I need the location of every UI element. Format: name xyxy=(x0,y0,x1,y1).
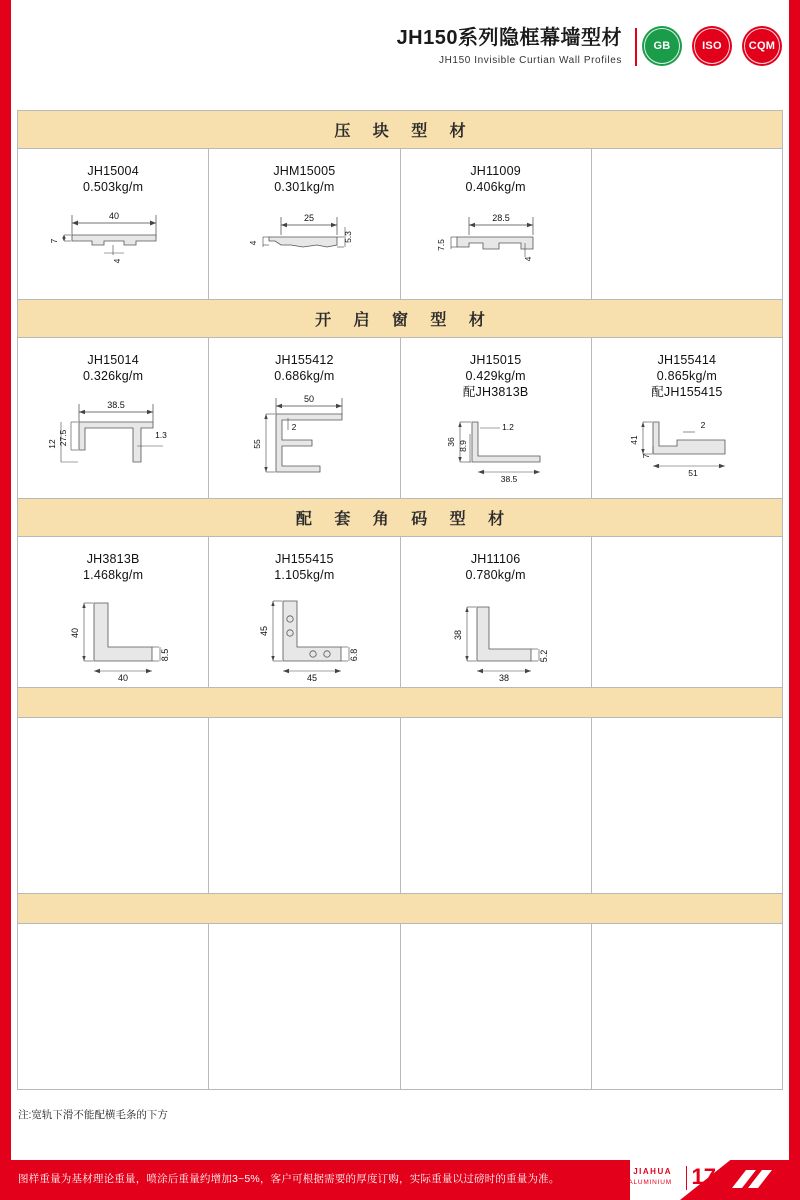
company-logo-icon xyxy=(730,1166,782,1192)
profile-labels xyxy=(209,163,399,195)
logo-text: GB xyxy=(653,40,671,52)
profile-labels xyxy=(209,352,399,384)
profile-cell-blank xyxy=(592,924,782,1089)
profile-code: JH3813B xyxy=(86,552,140,566)
dimension-label: 1.3 xyxy=(155,430,168,440)
profile-cell-blank xyxy=(401,924,592,1089)
right-red-bar xyxy=(789,0,800,1200)
dimension-label: 8.9 xyxy=(457,440,468,452)
logo-text: CQM xyxy=(748,40,776,52)
dimension-label: 38.5 xyxy=(500,474,517,484)
profile-figure-jh155412 xyxy=(209,390,399,482)
profile-cell-blank xyxy=(401,718,592,893)
profile-weight: 0.865kg/m xyxy=(656,369,717,383)
dimension-label: 38 xyxy=(498,673,509,683)
profile-drawing xyxy=(229,589,379,684)
profile-cell-blank xyxy=(592,718,782,893)
dimension-label: 7 xyxy=(49,238,60,244)
profile-drawing xyxy=(607,406,767,486)
dimension-label: 4 xyxy=(522,256,533,262)
profile-code: JH155412 xyxy=(275,353,334,367)
dimension-label: 7 xyxy=(640,453,651,459)
profile-cell-blank xyxy=(18,924,209,1089)
profile-code: JH155415 xyxy=(275,552,334,566)
dimension-label: 55 xyxy=(252,439,263,449)
page-header xyxy=(0,0,800,88)
profile-cell-jh15014[interactable] xyxy=(18,338,209,498)
profile-code: JH15014 xyxy=(87,353,139,367)
profile-cell-jh155412[interactable] xyxy=(209,338,400,498)
profile-weight: 1.468kg/m xyxy=(83,568,144,582)
dimension-label: 2 xyxy=(700,420,706,430)
profile-cell-blank xyxy=(18,718,209,893)
footer-disclaimer: 图样重量为基材理论重量，喷涂后重量约增加3~5%，客户可根据需要的厚度订购，实际重量以过磅时的重量为准。 xyxy=(18,1173,560,1185)
profile-weight: 0.780kg/m xyxy=(465,568,526,582)
profile-cell-empty-1 xyxy=(592,149,782,299)
profile-drawing xyxy=(421,201,571,281)
dimension-label: 5.2 xyxy=(538,649,549,663)
profile-code: JH11106 xyxy=(470,552,521,566)
page-title-cn: JH150系列隐框幕墙型材 xyxy=(396,27,622,49)
dimension-label: 5.3 xyxy=(343,231,354,243)
dimension-label: 2 xyxy=(292,422,297,432)
profile-code: JH15004 xyxy=(87,164,139,178)
profile-code: JHM15005 xyxy=(273,164,336,178)
profile-drawing xyxy=(224,390,384,485)
dimension-label: 38 xyxy=(452,629,463,641)
profile-cell-jh11106[interactable] xyxy=(401,537,592,687)
profile-cell-blank xyxy=(209,718,400,893)
profile-labels xyxy=(401,352,591,400)
gb-certification-logo xyxy=(642,26,682,66)
profile-figure-jh15004 xyxy=(18,201,208,293)
brand-name: JIAHUA xyxy=(633,1167,672,1176)
profile-cell-empty-3 xyxy=(592,537,782,687)
profile-drawing xyxy=(33,390,193,485)
dimension-label: 41 xyxy=(628,435,639,445)
profile-code: JH15015 xyxy=(469,353,522,367)
profile-drawing xyxy=(38,589,188,684)
profile-cell-jh3813b[interactable] xyxy=(18,537,209,687)
profile-cell-jh15015[interactable] xyxy=(401,338,592,498)
page-note: 注:宽轨下滑不能配横毛条的下方 xyxy=(18,1109,168,1121)
profile-code: JH155414 xyxy=(657,353,717,367)
dimension-label: 4 xyxy=(112,258,123,264)
table-row xyxy=(18,338,782,499)
dimension-label: 4 xyxy=(248,240,259,246)
certification-logos xyxy=(642,26,782,66)
table-row xyxy=(18,537,782,688)
profiles-table xyxy=(17,110,783,1090)
dimension-label: 36 xyxy=(445,437,456,447)
profile-extra: 配JH155415 xyxy=(651,385,723,399)
profile-cell-jh155414[interactable] xyxy=(592,338,782,498)
profile-figure-jh11106 xyxy=(401,589,591,681)
iso-certification-logo xyxy=(692,26,732,66)
section-band-1 xyxy=(18,111,782,149)
dimension-label: 50 xyxy=(304,394,315,404)
profile-figure-jh11009 xyxy=(401,201,591,293)
dimension-label: 45 xyxy=(307,673,318,683)
profile-drawing xyxy=(416,406,576,486)
dimension-label: 8.5 xyxy=(160,648,171,662)
profile-cell-jhm15005[interactable] xyxy=(209,149,400,299)
cqm-certification-logo xyxy=(742,26,782,66)
brand-subtitle: ALUMINIUM xyxy=(628,1179,672,1186)
dimension-label: 6.8 xyxy=(349,648,360,662)
page-title-en: JH150 Invisible Curtian Wall Profiles xyxy=(438,55,622,66)
dimension-label: 40 xyxy=(70,627,81,639)
profile-cell-jh15004[interactable] xyxy=(18,149,209,299)
profile-figure-jh155415 xyxy=(209,589,399,681)
dimension-label: 7.5 xyxy=(435,239,446,251)
profile-weight: 0.686kg/m xyxy=(274,369,335,383)
dimension-label: 38.5 xyxy=(107,400,125,410)
profile-drawing xyxy=(38,201,188,281)
profile-figure-jh15015 xyxy=(401,406,591,498)
profile-cell-jh11009[interactable] xyxy=(401,149,592,299)
profile-labels xyxy=(18,551,208,583)
profile-figure-jh155414 xyxy=(592,406,782,498)
profile-labels xyxy=(18,352,208,384)
section-band-5 xyxy=(18,894,782,924)
left-red-bar xyxy=(0,0,11,1200)
section-band-3 xyxy=(18,499,782,537)
footer-divider xyxy=(686,1166,687,1190)
dimension-label: 40 xyxy=(118,673,129,683)
profile-figure-jh15014 xyxy=(18,390,208,482)
profile-weight: 0.326kg/m xyxy=(83,369,144,383)
profile-labels xyxy=(209,551,399,583)
profile-weight: 0.429kg/m xyxy=(465,369,526,383)
profile-weight: 0.406kg/m xyxy=(465,180,526,194)
section-title: 压 块 型 材 xyxy=(334,123,475,140)
dimension-label: 45 xyxy=(259,625,270,637)
section-band-4 xyxy=(18,688,782,718)
profile-cell-jh155415[interactable] xyxy=(209,537,400,687)
dimension-label: 27.5 xyxy=(58,429,69,447)
dimension-label: 40 xyxy=(109,211,120,221)
profile-weight: 0.503kg/m xyxy=(83,180,144,194)
profile-code: JH11009 xyxy=(470,164,521,178)
profile-figure-jhm15005 xyxy=(209,201,399,293)
page-number: 17 xyxy=(691,1164,716,1189)
dimension-label: 1.2 xyxy=(501,422,514,432)
dimension-label: 51 xyxy=(688,468,698,478)
profile-drawing xyxy=(229,201,379,281)
dimension-label: 28.5 xyxy=(491,213,510,223)
section-title: 开 启 窗 型 材 xyxy=(315,312,494,329)
section-band-2 xyxy=(18,300,782,338)
profile-labels xyxy=(401,163,591,195)
table-row xyxy=(18,149,782,300)
section-title: 配 套 角 码 型 材 xyxy=(295,511,514,528)
page-footer xyxy=(0,1148,800,1200)
profile-drawing xyxy=(421,589,571,684)
table-row xyxy=(18,718,782,894)
profile-extra: 配JH3813B xyxy=(462,385,529,399)
table-row xyxy=(18,924,782,1090)
brand-block xyxy=(628,1167,672,1187)
profile-labels xyxy=(592,352,782,400)
profile-labels xyxy=(401,551,591,583)
header-titles xyxy=(397,26,622,66)
profile-cell-blank xyxy=(209,924,400,1089)
profile-labels xyxy=(18,163,208,195)
header-divider xyxy=(635,28,637,66)
profile-figure-jh3813b xyxy=(18,589,208,681)
dimension-label: 25 xyxy=(304,213,315,223)
profile-weight: 1.105kg/m xyxy=(274,568,335,582)
logo-text: ISO xyxy=(702,40,722,52)
profile-weight: 0.301kg/m xyxy=(274,180,335,194)
dimension-label: 12 xyxy=(47,439,58,449)
